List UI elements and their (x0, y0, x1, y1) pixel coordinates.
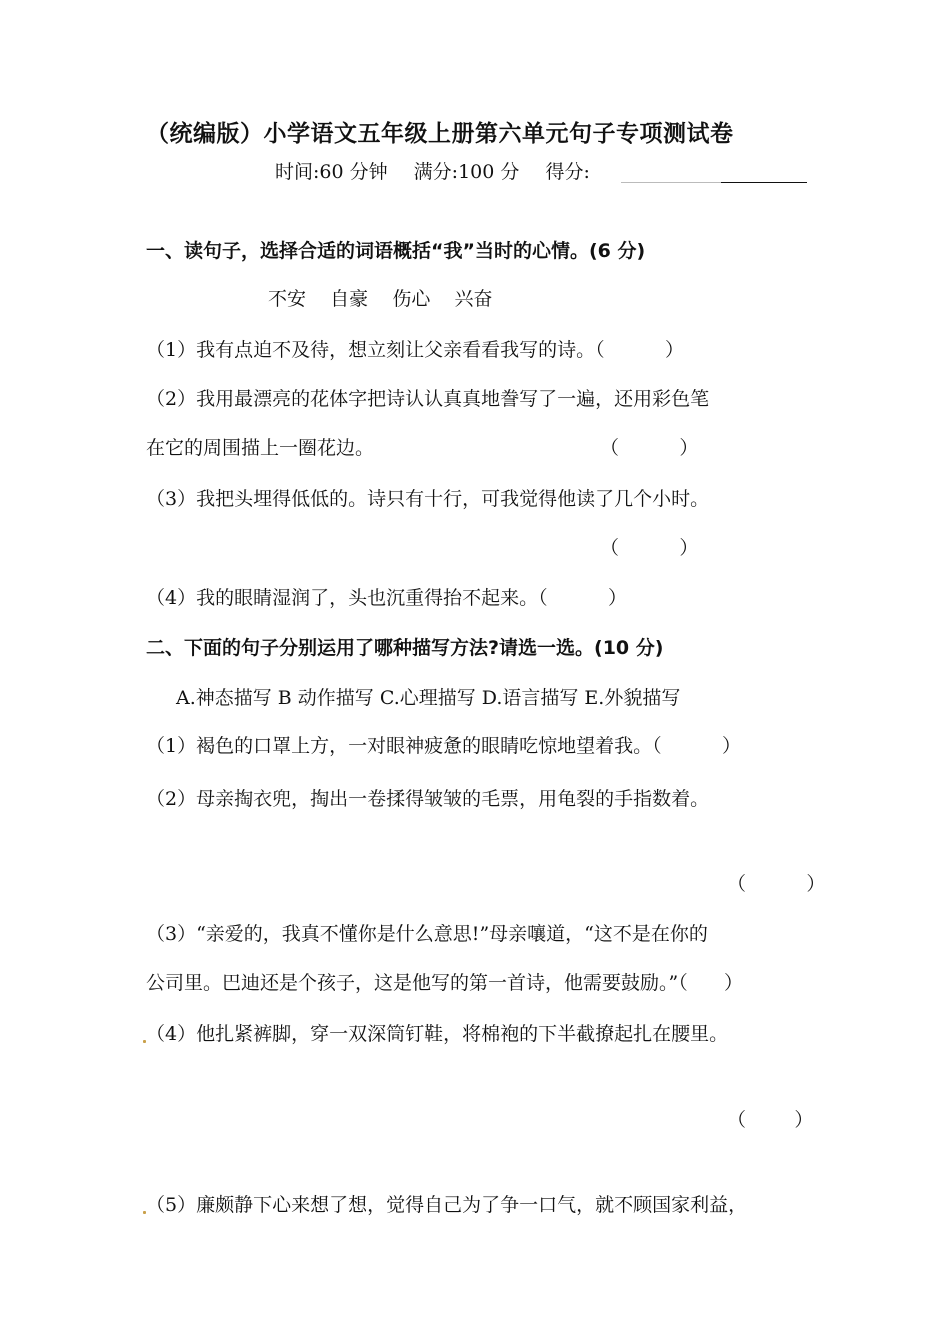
section2-q3-line2: 公司里。巴迪还是个孩子，这是他写的第一首诗，他需要鼓励。”（ ） (146, 972, 743, 994)
section1-q3-answer-paren: （ ） (600, 537, 699, 559)
section1-q1: （1）我有点迫不及待，想立刻让父亲看看我写的诗。（ ） (146, 339, 684, 361)
section2-q4: （4）他扎紧裤脚，穿一双深筒钉鞋，将棉袍的下半截撩起扎在腰里。 (146, 1023, 729, 1045)
page-title: （统编版）小学语文五年级上册第六单元句子专项测试卷 (146, 120, 734, 147)
section1-options: 不安 自豪 伤心 兴奋 (268, 288, 493, 310)
section2-q2-answer-paren: （ ） (727, 873, 826, 895)
section2-heading: 二、下面的句子分别运用了哪种描写方法?请选一选。(10 分) (146, 637, 664, 659)
section2-q4-answer-paren: （ ） (727, 1109, 814, 1131)
section1-q4: （4）我的眼睛湿润了，头也沉重得抬不起来。（ ） (146, 587, 627, 609)
section1-heading: 一、读句子，选择合适的词语概括“我”当时的心情。(6 分) (146, 240, 646, 262)
section1-q2-line2: 在它的周围描上一圈花边。 (146, 437, 375, 459)
exam-meta (275, 160, 590, 184)
time-limit: 时间:60 分钟 (275, 161, 388, 183)
score-blank-line (621, 182, 721, 183)
section2-q1: （1）褐色的口罩上方，一对眼神疲惫的眼睛吃惊地望着我。（ ） (146, 735, 741, 757)
section1-q2-line1: （2）我用最漂亮的花体字把诗认认真真地誊写了一遍，还用彩色笔 (146, 388, 710, 410)
section1-q2-answer-paren: （ ） (600, 437, 699, 459)
section2-q3-line1: （3）“亲爱的，我真不懂你是什么意思!”母亲嚷道，“这不是在你的 (146, 923, 708, 945)
section2-q2: （2）母亲掏衣兜，掏出一卷揉得皱皱的毛票，用龟裂的手指数着。 (146, 788, 710, 810)
section1-q3: （3）我把头埋得低低的。诗只有十行，可我觉得他读了几个小时。 (146, 488, 710, 510)
score-label: 得分: (545, 161, 590, 183)
score-blank-line-2 (721, 182, 807, 183)
full-score: 满分:100 分 (413, 161, 520, 183)
section2-q5: （5）廉颇静下心来想了想，觉得自己为了争一口气，就不顾国家利益， (146, 1194, 748, 1216)
section2-options: A.神态描写 B 动作描写 C.心理描写 D.语言描写 E.外貌描写 (176, 687, 681, 709)
